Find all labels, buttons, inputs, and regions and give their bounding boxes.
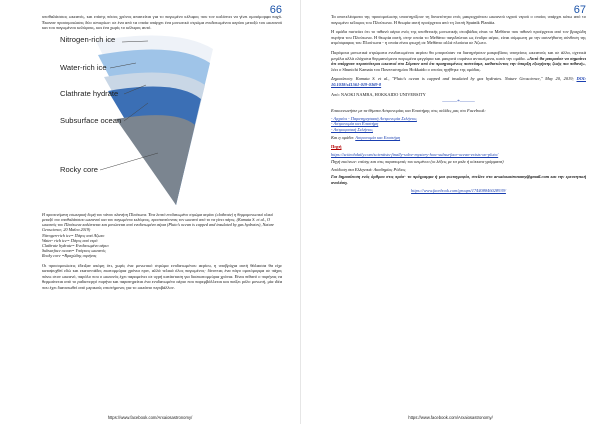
legend-item: Clathrate hydrate= Ενυδατωμένο αέριο (42, 243, 109, 248)
follow-text: Επικοινωνήστε με τα θέματα Αστρονομίας και Επιστήμης στις σελίδες μας στο Facebook: (331, 108, 486, 114)
label-subsurface-ocean: Subsurface ocean (60, 115, 122, 125)
kamata-quote: «Αυτό θα μπορούσε να σημαίνει ότι υπάρχουν περισσότεροι ωκεανοί στο Σύμπαν από ότι προηγουμένως πιστεύαμε, καθιστώντας την ύπαρξη εξωγήινης ζωής πιο πιθανή» (331, 55, 586, 67)
translation-credit: Απόδοση στα Ελληνικά: Ακαδημίας Ρόδιος (331, 166, 406, 172)
paragraph-2: Η ομάδα πιστεύει ότι το πιθανό αέριο ενός της υποθετικής μονωτικής στοιβάδας είναι το Μεθάνιο που πιθανό προέρχεται από τον βραχώδη πυρήνα του Πλούτωνα. Η θεωρία αυτή, στην οποία το Μεθάνιο παγιδεύεται ως ένυδρο αέριο, είναι σύμφωνη με την ασυνήθιστη σύνθεση της ατμόσφαιρας του Πλούτωνα - η οποία είναι φτωχή σε Μεθάνιο αλλά πλούσια σε Άζωτο. (331, 29, 586, 46)
footer-url-right: https://www.facebook.com/Arxaiosastronomy/ (408, 415, 493, 420)
layer-rocky-core (116, 115, 195, 205)
fb-group-url (331, 188, 586, 194)
reference-label: Δημοσίευση: Kamata S. et al., "Pluto's ocean is capped and insulated by gas hydrates. Nature Geoscience," May 20, 2019; (331, 76, 574, 82)
intro-paragraph: υποθαλάσσιος ωκεανός, και επίσης πόσος χρόνος απαιτείται για το παγωμένο κέλυφος που τον καλύπτει να γίνει ομοιόμορφα παχύ. Έκαναν προσομοιώσεις δύο σεναρίων: σε ένα από τα οποία υπάρχει ένα μονωτικό στρώμα ενυδατωμένου αερίου μεταξύ του ωκεανού και του παγωμένου κελύφους, και ένα χωρίς το κέλυφος αυτό. (42, 14, 282, 31)
legend-item: Subsurface ocean= Υπόγειος ωκεανός (42, 248, 106, 254)
paragraph-3-text: Παρόμοια μονωτικά στρώματα ενυδατωμένου αερίου θα μπορούσαν να διατηρήσουν μακροβίους υπογείους ωκεανούς και σε άλλα, σχετικά μεγάλα αλλά ελάχιστα θερμαινόμενα παγωμένα φεγγάρια και μακρινά ουράνια αντικείμενα, κατά την ομάδα. (331, 49, 586, 61)
source-heading: Πηγή (331, 144, 342, 150)
fb-group-link[interactable]: https://www.facebook.com/groups/174408846028939/ (411, 187, 506, 193)
page-number-right: 67 (573, 4, 586, 16)
doi-link[interactable]: DOI: 10.1038/s41561-019-0369-8 (331, 76, 586, 87)
quote-attribution: , λέει ο Shunichi Kamata του Πανεπιστημίου Hokkaido ο οποίος ηγήθηκε της ομάδας. (331, 61, 586, 72)
fb-link-1[interactable]: - Αρχαίοι - Παρατηρησιακή Αστρονομία Σελήνιος (331, 115, 417, 121)
source-url (331, 152, 586, 158)
paragraph-1: Τα αποτελέσματα της προσομοίωσης υποστηρίζουν τη δυνατότητα ενός μακροχρόνιου ωκεανού υγρού νερού ο οποίος υπάρχει κάτω από το παγωμένο κέλυφος του Πλούτωνα. Η θεωρία αυτή προέρχεται από τη λοιπή Sputnik Planitia. (331, 14, 586, 25)
separator: ———*——— (442, 100, 475, 106)
label-clathrate: Clathrate hydrate (60, 88, 119, 98)
fb-link-3[interactable]: - Αστροφυσική Σελήνιος (331, 126, 373, 132)
group-line (331, 135, 586, 141)
legend-item: Rocky core =Βραχώδης πυρήνας (42, 253, 97, 259)
reference (331, 76, 586, 87)
group-link[interactable]: Αστρονομία και Επιστήμη (355, 134, 401, 140)
scitechdaily-link[interactable]: https://scitechdaily.com/scientists-finally-solve-mystery-how-subsurface-ocean-exists-on-pluto/ (331, 151, 499, 157)
pluto-structure-figure (58, 33, 218, 208)
fb-links (331, 116, 586, 133)
footer-url-left: https://www.facebook.com/Arxaiosastronomy/ (107, 415, 193, 420)
invitation-text: Για δημοσίευση ενός άρθρου στις πρόσ- το πρόγραμμα ή μια φωτογραφία, στείλτε στο arxaiosastronomy@gmail.com και την ερευνητική αναλύση. (331, 174, 586, 186)
figure-caption: Η προτεινόμενη εσωτερική δομή του νάνου πλανήτη Πλούτωνα. Ένα λεπτό ενυδατωμένο στρώμα αερίου (clathrate) η θερμομονωτικό υλικό μεταξύ του υποθαλάσσιου ωκεανού και του παγωμένου κελύφους, προστατεύοντας τον ωκεανό από το να γίνει πάγος. (Kamata S. et al., Ο ωκεανός του Πλούτωνα καλύπτεται και μονώνεται από ενυδατωμένα αέρια (Pluto's ocean is capped and insulated by gas hydrates), Nature Geoscience, 20 Μαΐου 2019) (42, 211, 275, 233)
body-paragraph: Οι προσομοιώσεις έδειξαν ακόμη ότι, χωρίς ένα μονωτικό στρώμα ενυδατωμένου αερίου, η υποβρύχια αυτή θάλασσα θα είχε καταψυχθεί εδώ και εκατοντάδες εκατομμύρια χρόνια πριν, αλλά τελικά όλος παγωμένος· δίνοντας ένα πάγο ομοιόμορφα σε πάχος πάνω στον ωκεανό, παρόλο που ο ωκεανός έχει παραμείνει σε υγρή κατάσταση για δισεκατομμύρια χρόνια. Είναι πιθανό ο πυρήνας να θερμαίνεται από το ραδιενεργό πυρήνα και παρατηρείται ένα ενυδατωμένο αέριο που παρεμβάλλεται και παίζει ρόλο μονωτή, μία ιδέα που έχει διατυπωθεί από μερικούς επιστήμονες για το ωκεάνιο περιβάλλον. (42, 262, 282, 290)
group-label: Και η ομάδα: (331, 134, 355, 140)
label-nitrogen-ice: Nitrogen-rich ice (60, 34, 116, 44)
legend-item: Water- rich ice= Πάγος από νερό (42, 237, 98, 243)
paragraph-3 (331, 50, 586, 72)
label-rocky-core: Rocky core (60, 164, 98, 174)
right-page (300, 0, 600, 424)
label-water-ice: Water-rich ice (60, 62, 107, 72)
source-credit: Από: NAOKI NAMBA, HOKKAIDO UNIVERSITY (331, 91, 426, 97)
page-number-left: 66 (269, 4, 282, 16)
fb-link-2[interactable]: - Αστρονομία και Επιστήμη (331, 121, 379, 127)
image-source: Πηγή εικόνων: επίσης και στις παραπομπές του κειμένου (οι λέξεις με τα μπλε ή κόκκινα γράμματα) (331, 159, 504, 165)
legend-item: Nitrogen-rich ice= Πάγος από Άζωτο (42, 232, 105, 238)
